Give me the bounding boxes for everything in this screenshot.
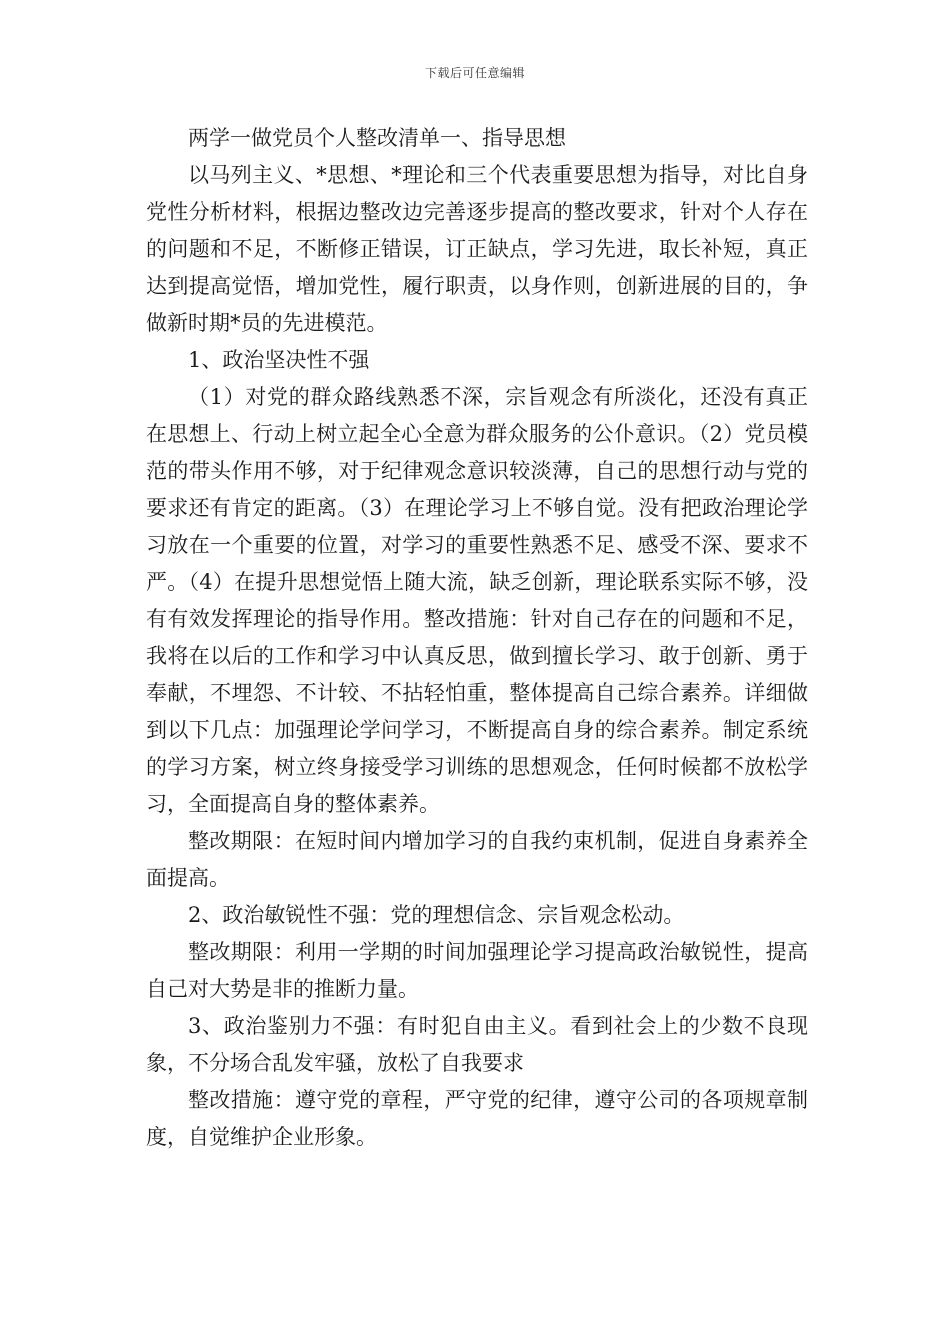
page-header-note: 下载后可任意编辑 [424,66,525,80]
paragraph-guiding-ideology: 以马列主义、*思想、*理论和三个代表重要思想为指导，对比自身党性分析材料，根据边整改边完善逐步提高的整改要求，针对个人存在的问题和不足，不断修正错误，订正缺点，学习先进，取长补短，真正达到提高觉悟，增加党性，履行职责，以身作则，创新进展的目的，争做新时期*员的先进模范。 [146,163,808,335]
document-title: 两学一做党员个人整改清单一、指导思想 [188,126,566,150]
paragraph-section-1-issues: （1）对党的群众路线熟悉不深，宗旨观念有所淡化，还没有真正在思想上、行动上树立起全心全意为群众服务的公仆意识。（2）党员模范的带头作用不够，对于纪律观念意识较淡薄，自己的思想行动与党的要求还有肯定的距离。（3）在理论学习上不够自觉。没有把政治理论学习放在一个重要的位置，对学习的重要性熟悉不足、感受不深、要求不严。（4）在提升思想觉悟上随大流，缺乏创新，理论联系实际不够，没有有效发挥理论的指导作用。整改措施：针对自己存在的问题和不足，我将在以后的工作和学习中认真反思，做到擅长学习、敢于创新、勇于奉献，不埋怨、不计较、不拈轻怕重，整体提高自己综合素养。详细做到以下几点：加强理论学问学习，不断提高自身的综合素养。制定系统的学习方案，树立终身接受学习训练的思想观念，任何时候都不放松学习，全面提高自身的整体素养。 [146,385,808,816]
section-heading-3: 3、政治鉴别力不强：有时犯自由主义。看到社会上的少数不良现象，不分场合乱发牢骚，放松了自我要求 [146,1014,808,1075]
paragraph-section-2-deadline: 整改期限：利用一学期的时间加强理论学习提高政治敏锐性，提高自己对大势是非的推断力量。 [146,940,808,1001]
paragraph-section-1-deadline: 整改期限：在短时间内增加学习的自我约束机制，促进自身素养全面提高。 [146,829,808,890]
paragraph-section-3-measures: 整改措施：遵守党的章程，严守党的纪律，遵守公司的各项规章制度，自觉维护企业形象。 [146,1088,808,1149]
section-heading-1: 1、政治坚决性不强 [188,348,370,372]
section-heading-2: 2、政治敏锐性不强：党的理想信念、宗旨观念松动。 [188,903,685,927]
document-body [146,120,808,1156]
